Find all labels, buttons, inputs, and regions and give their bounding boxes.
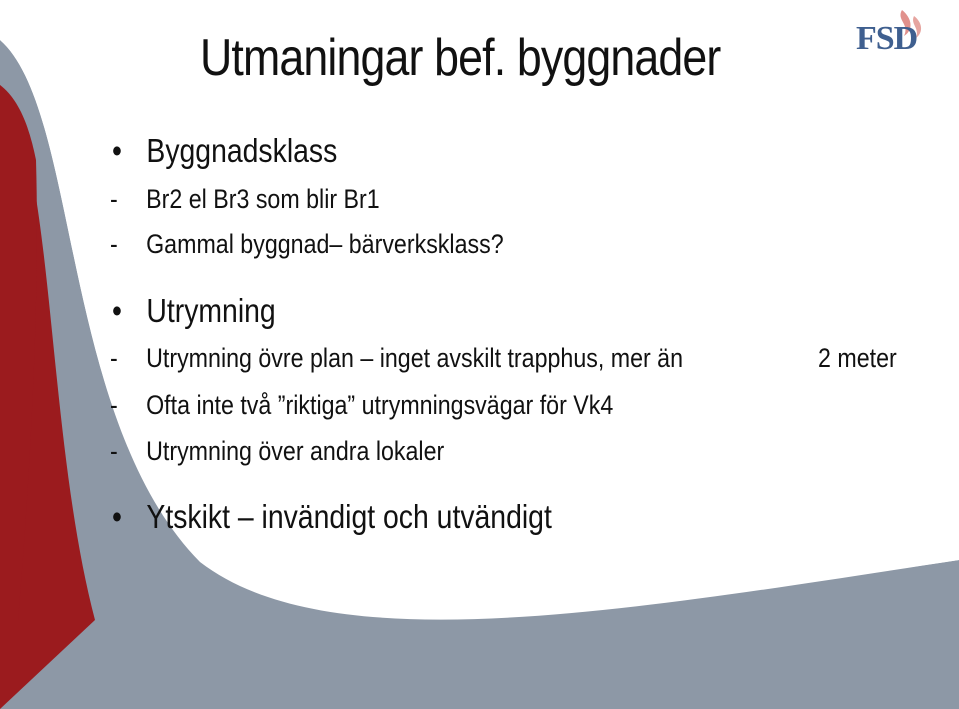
sub-item (110, 343, 683, 374)
bullet-icon: • (112, 292, 122, 329)
sub-item-text: Gammal byggnad– bärverksklass? (146, 229, 504, 259)
sub-item (110, 229, 504, 260)
bullet-text: Utrymning (146, 292, 276, 329)
sub-item (110, 390, 613, 421)
fsd-logo (852, 6, 938, 64)
dash-icon: - (110, 184, 118, 214)
bullet-icon: • (112, 132, 122, 169)
dash-icon: - (110, 229, 118, 259)
bullet-text: Byggnadsklass (146, 132, 338, 169)
sub-item (110, 184, 380, 215)
bullet-item (112, 132, 337, 170)
bullet-icon: • (112, 498, 122, 535)
distance-value: 2 meter (818, 343, 897, 373)
sub-item-text: Utrymning över andra lokaler (146, 436, 445, 466)
dash-icon: - (110, 390, 118, 420)
sub-item-text: Br2 el Br3 som blir Br1 (146, 184, 380, 214)
sub-item-text: Ofta inte två ”riktiga” utrymningsvägar för Vk4 (146, 390, 614, 420)
dash-icon: - (110, 436, 118, 466)
slide-title: Utmaningar bef. byggnader (200, 29, 721, 87)
sub-item (110, 436, 444, 467)
dash-icon: - (110, 343, 118, 373)
sub-item-text: Utrymning övre plan – inget avskilt trapphus, mer än (146, 343, 684, 373)
bullet-item (112, 498, 552, 536)
logo-text: FSD (856, 20, 918, 57)
bullet-text: Ytskikt – invändigt och utvändigt (146, 498, 552, 535)
bullet-item (112, 292, 276, 330)
